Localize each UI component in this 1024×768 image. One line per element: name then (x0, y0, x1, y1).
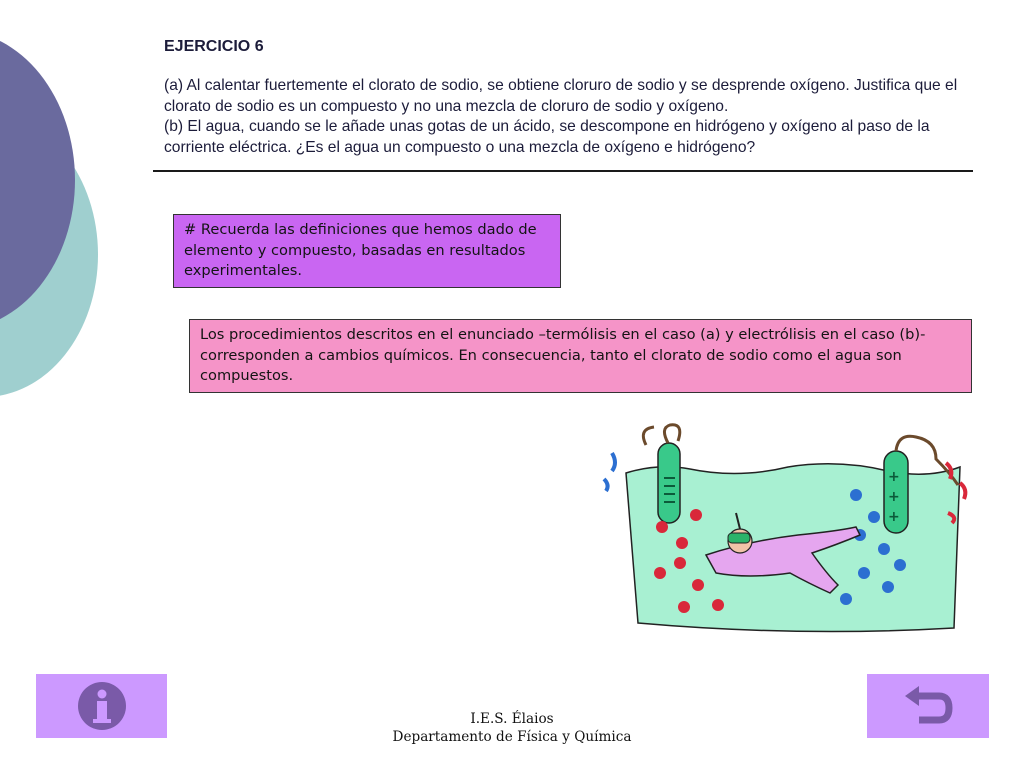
statement-part-b: (b) El agua, cuando se le añade unas gotas de un ácido, se descompone en hidrógeno y oxígeno al paso de la corriente eléctrica. ¿Es el agua un compuesto o una mezcla de oxígeno e hidrógeno? (164, 118, 930, 156)
answer-box: Los procedimientos descritos en el enunciado –termólisis en el caso (a) y electrólisis en el caso (b)- corresponden a cambios químicos. En consecuencia, tanto el clorato de sodio como el agua son compuestos. (189, 319, 972, 393)
statement-part-a: (a) Al calentar fuertemente el clorato de sodio, se obtiene cloruro de sodio y se desprende oxígeno. Justifica que el clorato de sodio es un compuesto y no una mezcla de cloruro de sodio y oxígeno. (164, 77, 958, 115)
exercise-statement (164, 76, 974, 158)
footer-department: Departamento de Física y Química (392, 729, 632, 745)
footer-school-name: I.E.S. Élaios (470, 711, 554, 727)
svg-text:+: + (888, 469, 900, 485)
svg-text:+: + (888, 509, 900, 525)
svg-text:+: + (888, 489, 900, 505)
exercise-title: EJERCICIO 6 (164, 38, 264, 55)
hint-box: # Recuerda las definiciones que hemos dado de elemento y compuesto, basadas en resultados experimentales. (173, 214, 561, 288)
electrolysis-diver-illustration (598, 423, 976, 638)
divider-line (153, 170, 973, 172)
